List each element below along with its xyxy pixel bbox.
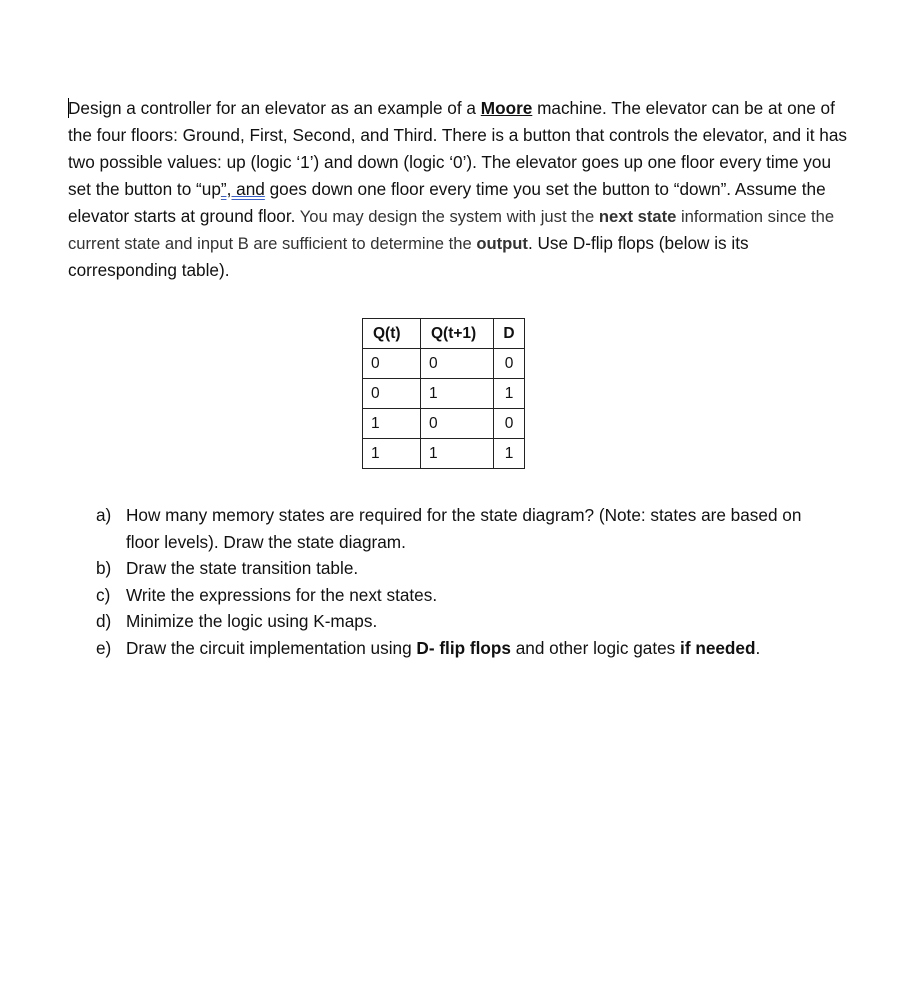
question-text: How many memory states are required for the state diagram? (Note: states are based on floor levels). Draw the state diagram.: [126, 505, 802, 552]
header-qt1: Q(t+1): [421, 319, 494, 349]
problem-statement: [68, 95, 848, 284]
header-d: D: [494, 319, 525, 349]
d-flip-flop-table: [362, 318, 525, 469]
table-row: [363, 439, 525, 469]
header-qt: Q(t): [363, 319, 421, 349]
output-keyword: output: [476, 234, 528, 253]
question-b: [96, 555, 816, 582]
cell: 1: [494, 439, 525, 469]
table-row: [363, 349, 525, 379]
table-header-row: [363, 319, 525, 349]
moore-keyword: Moore: [480, 98, 533, 118]
question-e: [96, 635, 816, 662]
question-label: b): [96, 558, 112, 579]
question-text: Write the expressions for the next states.: [126, 584, 438, 605]
next-state-keyword: next state: [598, 207, 677, 226]
spellcheck-and: ”, and: [220, 179, 265, 199]
table-row: [363, 409, 525, 439]
intro-text-5: information since the current state and input B are sufficient to determine the: [68, 207, 835, 253]
intro-text-6: . Use D-flip flops (below is its corresponding table).: [68, 233, 749, 280]
question-label: a): [96, 505, 112, 525]
question-text-pre: Draw the circuit implementation using: [126, 637, 417, 658]
cell: 0: [494, 349, 525, 379]
cell: 1: [363, 409, 421, 439]
intro-text-2: machine. The elevator can be at one of the four floors: Ground, First, Second, and Third. There is a button that controls the elevator, and it has two possible values: up (logic ‘1’) and down (logic ‘0’). The elevator goes up one floor every time you set the button to “up: [68, 98, 847, 199]
question-label: c): [96, 584, 111, 605]
question-list: [96, 502, 816, 662]
question-text: Minimize the logic using K-maps.: [126, 611, 378, 632]
intro-text-3: goes down one floor every time you set the button to “down”. Assume the elevator starts at ground floor.: [68, 179, 826, 226]
question-c: [96, 582, 816, 609]
cell: 0: [421, 409, 494, 439]
intro-text-1: esign a controller for an elevator as an example of a: [80, 98, 481, 118]
cell: 1: [494, 379, 525, 409]
cell: 0: [363, 379, 421, 409]
cell: 1: [363, 439, 421, 469]
question-label: d): [96, 611, 112, 632]
d-flip-flops-keyword: D- flip flops: [416, 637, 511, 658]
question-d: [96, 608, 816, 635]
intro-text-4: You may design the system with just the: [295, 207, 599, 226]
question-text: Draw the state transition table.: [126, 558, 359, 579]
intro-first-letter: D: [68, 98, 81, 118]
question-a: [96, 502, 816, 555]
cell: 1: [421, 439, 494, 469]
question-label: e): [96, 637, 112, 658]
question-text-mid: and other logic gates: [510, 637, 681, 658]
cell: 0: [421, 349, 494, 379]
if-needed-keyword: if needed: [680, 637, 756, 658]
question-text-post: .: [755, 637, 761, 658]
cell: 0: [363, 349, 421, 379]
table-row: [363, 379, 525, 409]
cell: 1: [421, 379, 494, 409]
cell: 0: [494, 409, 525, 439]
